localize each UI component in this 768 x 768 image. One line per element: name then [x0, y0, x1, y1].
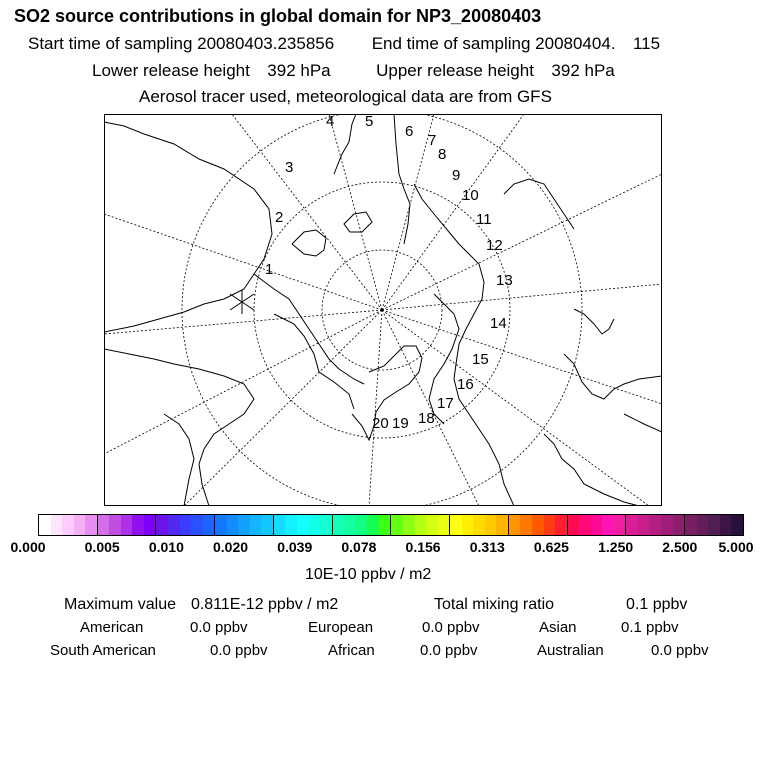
upper-height-label: Upper release height	[376, 61, 534, 80]
flight-track-label: 16	[457, 376, 474, 393]
colorbar-swatch	[614, 515, 627, 535]
colorbar-swatch	[74, 515, 86, 535]
colorbar-swatch	[274, 515, 286, 535]
total-value: 0.1 ppbv	[626, 596, 688, 613]
colorbar-tick-label: 0.313	[469, 539, 505, 555]
lower-height-label: Lower release height	[92, 61, 250, 80]
colorbar-tick-label: 0.625	[533, 539, 569, 555]
lower-height-value: 392 hPa	[267, 61, 331, 80]
colorbar-swatch	[227, 515, 239, 535]
colorbar-swatch	[132, 515, 144, 535]
colorbar-tick-label: 0.010	[148, 539, 184, 555]
colorbar-swatch	[98, 515, 110, 535]
region-south-american-value: 0.0 ppbv	[210, 642, 268, 659]
flight-track-label: 8	[438, 146, 447, 163]
flight-track-label: 13	[496, 272, 513, 289]
flight-track-label: 9	[452, 167, 461, 184]
colorbar-swatch	[544, 515, 556, 535]
colorbar-tick-label: 0.039	[277, 539, 313, 555]
flight-track-label: 3	[285, 159, 294, 176]
colorbar-swatch	[109, 515, 121, 535]
flight-track-label: 10	[462, 187, 479, 204]
colorbar-swatch	[297, 515, 309, 535]
colorbar	[38, 514, 744, 536]
region-australian-name: Australian	[537, 642, 604, 659]
polar-map	[104, 114, 662, 506]
colorbar-tick-label: 0.020	[213, 539, 249, 555]
colorbar-swatch	[180, 515, 192, 535]
page-title: SO2 source contributions in global domain for NP3_20080403	[14, 6, 542, 26]
colorbar-swatch	[333, 515, 345, 535]
flight-track-label: 1	[265, 261, 274, 278]
colorbar-swatch	[697, 515, 709, 535]
end-time-label: End time of sampling 20080404.	[371, 34, 616, 53]
tracer-note: Aerosol tracer used, meteorological data are from GFS	[139, 87, 552, 106]
end-time-value: 115	[632, 34, 661, 53]
colorbar-tick-label: 0.156	[405, 539, 441, 555]
region-american-value: 0.0 ppbv	[190, 619, 248, 636]
region-african-value: 0.0 ppbv	[420, 642, 478, 659]
total-label: Total mixing ratio	[434, 596, 555, 613]
colorbar-swatch	[379, 515, 392, 535]
colorbar-swatch	[450, 515, 462, 535]
colorbar-swatch	[731, 515, 743, 535]
flight-track-label: 20	[372, 415, 389, 432]
colorbar-swatch	[661, 515, 673, 535]
region-australian-value: 0.0 ppbv	[651, 642, 709, 659]
colorbar-swatch	[391, 515, 403, 535]
colorbar-swatch	[238, 515, 250, 535]
flight-track-label: 4	[326, 113, 335, 130]
colorbar-swatch	[673, 515, 686, 535]
flight-track-label: 12	[486, 237, 503, 254]
flight-track-label: 15	[472, 351, 489, 368]
colorbar-swatch	[555, 515, 568, 535]
colorbar-tick-label: 1.250	[598, 539, 634, 555]
colorbar-swatch	[685, 515, 697, 535]
release-height-line	[92, 62, 615, 79]
flight-track-label: 7	[428, 132, 437, 149]
colorbar-swatch	[250, 515, 262, 535]
colorbar-swatch	[591, 515, 603, 535]
colorbar-swatch	[51, 515, 63, 535]
region-american-name: American	[80, 619, 144, 636]
max-value: 0.811E-12 ppbv / m2	[190, 596, 339, 613]
colorbar-swatch	[309, 515, 321, 535]
region-african-name: African	[328, 642, 375, 659]
colorbar-tick-label: 0.078	[341, 539, 377, 555]
colorbar-unit: 10E-10 ppbv / m2	[305, 566, 432, 583]
colorbar-swatch	[144, 515, 157, 535]
colorbar-swatch	[367, 515, 379, 535]
colorbar-swatch	[720, 515, 732, 535]
colorbar-swatch	[438, 515, 451, 535]
colorbar-swatch	[579, 515, 591, 535]
colorbar-swatch	[62, 515, 74, 535]
colorbar-swatch	[39, 515, 51, 535]
colorbar-swatch	[85, 515, 98, 535]
max-label: Maximum value	[64, 596, 177, 613]
flight-track-label: 19	[392, 415, 409, 432]
flight-track-label: 14	[490, 315, 507, 332]
colorbar-tick-label: 2.500	[662, 539, 698, 555]
colorbar-swatch	[520, 515, 532, 535]
colorbar-swatch	[426, 515, 438, 535]
colorbar-swatch	[568, 515, 580, 535]
region-asian-name: Asian	[539, 619, 577, 636]
colorbar-swatch	[215, 515, 227, 535]
colorbar-swatch	[320, 515, 333, 535]
colorbar-swatch	[344, 515, 356, 535]
flight-track-label: 6	[405, 123, 414, 140]
colorbar-swatch	[708, 515, 720, 535]
colorbar-swatch	[462, 515, 474, 535]
region-south-american-name: South American	[50, 642, 156, 659]
region-european-value: 0.0 ppbv	[422, 619, 480, 636]
colorbar-tick-label: 5.000	[718, 539, 754, 555]
region-european-name: European	[308, 619, 374, 636]
upper-height-value: 392 hPa	[551, 61, 615, 80]
colorbar-swatch	[638, 515, 650, 535]
colorbar-swatch	[602, 515, 614, 535]
flight-track-label: 18	[418, 410, 435, 427]
colorbar-swatch	[485, 515, 497, 535]
region-asian-value: 0.1 ppbv	[621, 619, 679, 636]
flight-track-label: 5	[365, 113, 374, 130]
colorbar-swatch	[415, 515, 427, 535]
colorbar-swatch	[649, 515, 661, 535]
colorbar-swatch	[203, 515, 216, 535]
colorbar-swatch	[626, 515, 638, 535]
colorbar-swatch	[356, 515, 368, 535]
colorbar-tick-label: 0.000	[10, 539, 46, 555]
colorbar-swatch	[496, 515, 509, 535]
colorbar-swatch	[403, 515, 415, 535]
flight-track-label: 11	[476, 211, 492, 228]
colorbar-tick-label: 0.005	[84, 539, 120, 555]
max-value-line	[64, 597, 338, 613]
colorbar-swatch	[156, 515, 168, 535]
flight-track-label: 17	[437, 395, 454, 412]
start-time-label: Start time of sampling 20080403.235856	[28, 34, 335, 53]
colorbar-swatch	[191, 515, 203, 535]
colorbar-swatch	[509, 515, 521, 535]
sampling-time-line	[28, 35, 660, 52]
colorbar-swatch	[261, 515, 274, 535]
flight-track-label: 2	[275, 209, 284, 226]
colorbar-swatch	[532, 515, 544, 535]
colorbar-swatch	[285, 515, 297, 535]
colorbar-swatch	[473, 515, 485, 535]
colorbar-swatch	[168, 515, 180, 535]
colorbar-swatch	[121, 515, 133, 535]
